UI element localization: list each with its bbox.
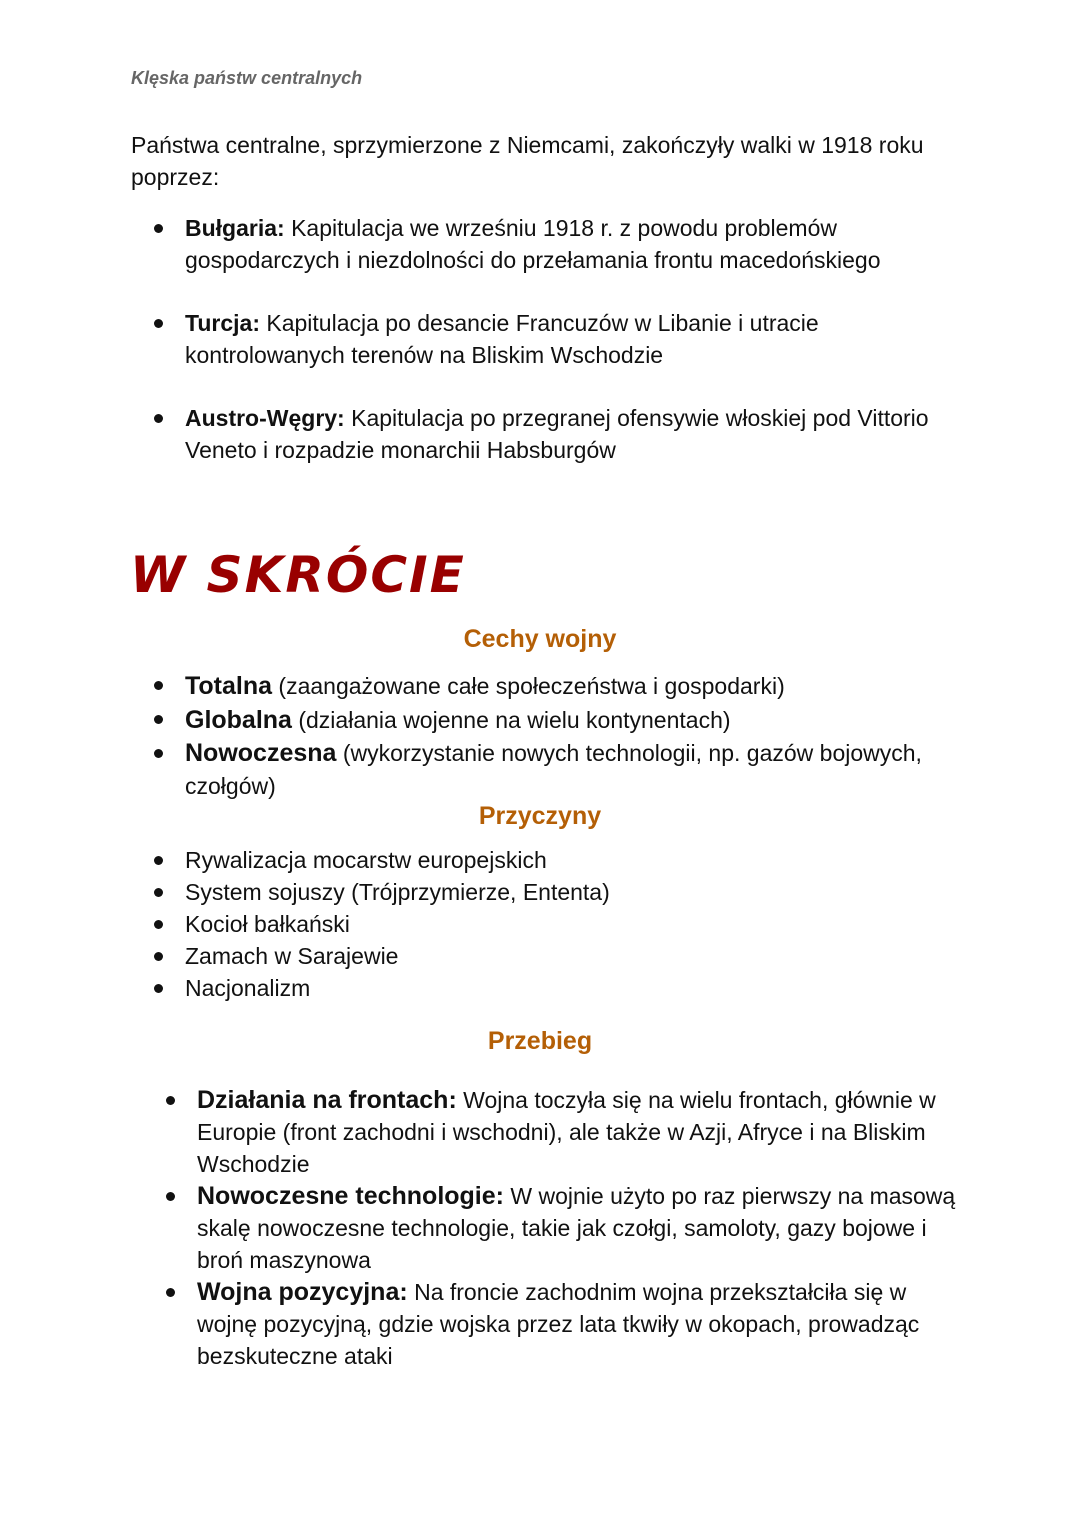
term: Wojna pozycyjna: [197, 1278, 408, 1306]
term: Globalna [185, 706, 292, 734]
list-item [185, 972, 965, 1004]
bullet-icon [166, 1096, 175, 1105]
intro-paragraph: Państwa centralne, sprzymierzone z Niemcami, zakończyły walki w 1918 roku poprzez: [131, 132, 924, 190]
term: Austro-Węgry: [185, 405, 345, 431]
bullet-icon [154, 715, 163, 724]
term: Nowoczesna [185, 739, 337, 767]
list-item [185, 402, 955, 466]
bullet-icon [154, 920, 163, 929]
list-item [185, 876, 965, 908]
cause-text: System sojuszy (Trójprzymierze, Ententa) [185, 879, 610, 905]
term: Nowoczesne technologie: [197, 1182, 504, 1210]
cause-text: Rywalizacja mocarstw europejskich [185, 847, 547, 873]
term: Bułgaria: [185, 215, 285, 241]
bullet-icon [154, 888, 163, 897]
course-heading: Przebieg [487, 1027, 593, 1055]
list-item [185, 844, 965, 876]
bullet-icon [154, 414, 163, 423]
term: Działania na frontach: [197, 1086, 457, 1114]
list-item [185, 940, 965, 972]
bullet-icon [166, 1288, 175, 1297]
cause-text: Nacjonalizm [185, 975, 311, 1001]
list-item [185, 908, 965, 940]
list-item [197, 1180, 957, 1276]
description: (działania wojenne na wielu kontynentach) [291, 707, 731, 733]
features-heading: Cechy wojny [463, 625, 617, 653]
causes-list [185, 844, 965, 1004]
bullet-icon [154, 856, 163, 865]
description: Kapitulacja we wrześniu 1918 r. z powodu problemów gospodarczych i niezdolności do przełamania frontu macedońskiego [185, 215, 881, 273]
description: Kapitulacja po desancie Francuzów w Libanie i utracie kontrolowanych terenów na Bliskim Wschodzie [185, 310, 819, 368]
bullet-icon [154, 984, 163, 993]
list-item [185, 669, 965, 703]
course-list [197, 1084, 957, 1372]
description: W wojnie użyto po raz pierwszy na masową skalę nowoczesne technologie, takie jak czołgi, samoloty, gazy bojowe i broń maszynowa [197, 1183, 956, 1273]
list-item [185, 212, 955, 276]
page-header: Klęska państw centralnych [131, 68, 363, 88]
list-item [185, 737, 965, 803]
term: Totalna [185, 672, 273, 700]
causes-heading: Przyczyny [478, 802, 602, 830]
cause-text: Kocioł bałkański [185, 911, 350, 937]
description: (wykorzystanie nowych technologii, np. gazów bojowych, czołgów) [185, 740, 922, 799]
cause-text: Zamach w Sarajewie [185, 943, 399, 969]
description: Wojna toczyła się na wielu frontach, głównie w Europie (front zachodni i wschodni), ale także w Azji, Afryce i na Bliskim Wschodzie [197, 1087, 936, 1177]
description: Kapitulacja po przegranej ofensywie włoskiej pod Vittorio Veneto i rozpadzie monarchii Habsburgów [185, 405, 929, 463]
features-list [185, 669, 965, 803]
description: (zaangażowane całe społeczeństwa i gospodarki) [272, 673, 785, 699]
list-item [197, 1276, 957, 1372]
bullet-icon [166, 1192, 175, 1201]
bullet-icon [154, 749, 163, 758]
bullet-icon [154, 952, 163, 961]
bullet-icon [154, 681, 163, 690]
list-item [197, 1084, 957, 1180]
list-item [185, 307, 955, 371]
list-item [185, 703, 965, 737]
summary-title: W SKRÓCIE [130, 546, 466, 604]
bullet-icon [154, 224, 163, 233]
description: Na froncie zachodnim wojna przekształciła się w wojnę pozycyjną, gdzie wojska przez lata tkwiły w okopach, prowadząc bezskuteczne ataki [197, 1279, 920, 1369]
term: Turcja: [185, 310, 260, 336]
bullet-icon [154, 319, 163, 328]
central-powers-list [185, 212, 955, 497]
